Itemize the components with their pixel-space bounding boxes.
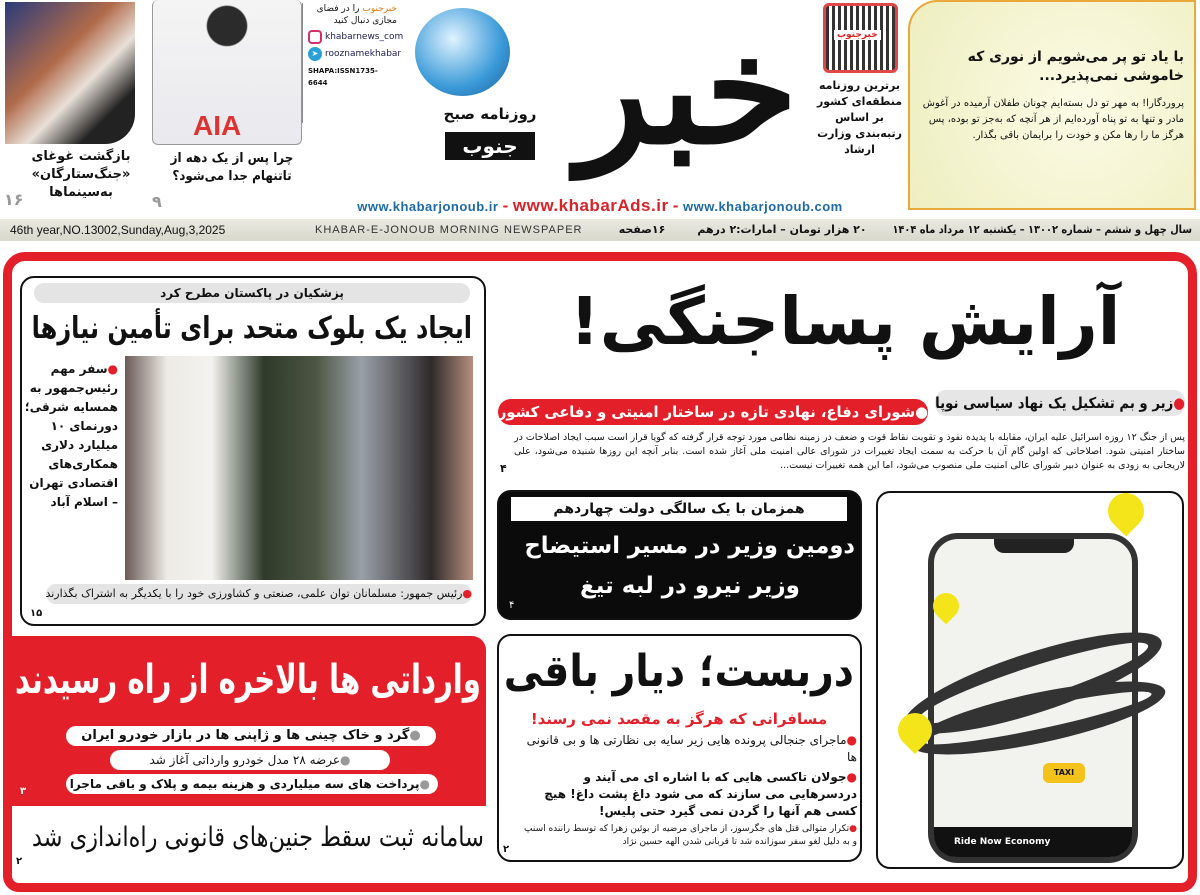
taxi-illustration <box>876 491 1184 869</box>
logo-tagline: روزنامه صبح <box>443 105 537 123</box>
taxi-bullets <box>517 732 857 856</box>
bullet-text: تکرار متوالی قتل های جگرسوز، از ماجرای مرضیه از بوئین زهرا که توسط راننده اسنپ و به دلیل لغو سفر سوزانده شد تا قربانی شدن الهه حسین نژاد <box>524 824 857 847</box>
newspaper-name-en: KHABAR-E-JONOUB MORNING NEWSPAPER <box>315 224 583 236</box>
kicker-text: زیر و بم تشکیل یک نهاد سیاسی نوپا <box>935 394 1174 412</box>
side-text: سفر مهم رئیس‌جمهور به همسایه شرقی؛ دورنمای ۱۰ میلیارد دلاری همکاری‌های اقتصادی تهران – اسلام آباد <box>24 362 118 509</box>
website-links <box>300 196 900 216</box>
page-number: ۱۶ <box>4 190 24 209</box>
pill-2: ●عرضه ۲۸ مدل خودرو وارداتی آغاز شد <box>110 750 390 770</box>
main-kicker: ●زیر و بم تشکیل یک نهاد سیاسی نوپا <box>935 390 1185 416</box>
qr-label: خبرجنوب <box>834 30 881 40</box>
pill-text: گرد و خاک چینی ها و ژاپنی ها در بازار خودرو ایران <box>81 728 410 743</box>
bullet-2: ●جولان تاکسی هایی که با اشاره ای می آیند و دردسرهایی می سازند که می شود داغ پشت داغ! هیچ کسی هم آنها را گردن نمی گیرد حتی پلیس! <box>544 770 857 818</box>
ads-link[interactable]: www.khabarAds.ir <box>512 196 669 215</box>
bullet-text: ماجرای جنجالی پرونده هایی زیر سایه بی نظارتی ها و بی قانونی ها <box>526 733 857 764</box>
bullet-1: ●ماجرای جنجالی پرونده هایی زیر سایه بی نظارتی ها و بی قانونی ها <box>526 733 857 764</box>
issn: SHAPA:ISSN1735-6644 <box>308 67 378 87</box>
story-kicker: همزمان با یک سالگی دولت چهاردهم <box>511 497 847 521</box>
app-label: Ride Now Economy <box>934 827 1132 857</box>
president-photo <box>125 356 473 580</box>
story-headline[interactable]: ایجاد یک بلوک متحد برای تأمین نیازها <box>31 311 472 346</box>
pill-text: پرداخت های سه میلیاردی و هزینه بیمه و پلاک و باقی ماجرا <box>69 777 420 791</box>
teaser-star-wars[interactable]: بازگشت غوغای «جنگ‌ستارگان» به‌سینماها <box>31 149 131 200</box>
taxi-story <box>497 634 862 862</box>
main-subhead: ●شورای دفاع، نهادی تازه در ساختار امنیتی و دفاعی کشور <box>498 399 928 425</box>
story-caption: ●رئیس جمهور: مسلمانان توان علمی، صنعتی و کشاورزی خود را با یکدیگر به اشتراک بگذارند <box>46 584 472 604</box>
star-wars-photo <box>5 2 135 144</box>
award-text: برترین روزنامه منطقه‌ای کشور بر اساس رتبه‌بندی وزارت ارشاد <box>816 79 903 156</box>
qr-code[interactable] <box>823 3 898 73</box>
telegram-handle[interactable]: rooznamekhabar <box>325 49 402 59</box>
pill-1: ●گرد و خاک چینی ها و ژاپنی ها در بازار خودرو ایران <box>66 726 436 746</box>
english-date: 46th year,NO.13002,Sunday,Aug,3,2025 <box>10 223 226 237</box>
logo-text: خبر <box>577 2 798 178</box>
story-headline[interactable]: دومین وزیر در مسیر استیضاح <box>524 533 855 559</box>
main-body: پس از جنگ ۱۲ روزه اسرائیل علیه ایران، مقابله با پدیده نفوذ و تقویت نقاط قوت و ضعف در زمینه نظامی مورد توجه قرار گرفته که گویا قرار است سبب ایجاد اصلاحات در ساختار امنیتی شود. اصلاحاتی که اولین گام آن با حرکت به سمت ایجاد تغییرات در شورای عالی امنیت ملی آغاز شده است. بنابر آنچه این روزها شنیده می‌شود، علی لاریجانی به زودی به عنوان دبیر شورای عالی امنیت ملی منصوب می‌شود، اما این همه تغییرات نیست... <box>514 432 1185 471</box>
bottom-headline[interactable]: سامانه ثبت سقط جنین‌های قانونی راه‌اندازی شد <box>31 822 485 853</box>
quote-box <box>908 0 1196 210</box>
story-subhead: مسافرانی که هرگز به مقصد نمی رسند! <box>530 710 828 728</box>
pill-3: ●پرداخت های سه میلیاردی و هزینه بیمه و پلاک و باقی ماجرا <box>66 774 438 794</box>
newspaper-logo <box>405 0 800 185</box>
page-number: ۲ <box>503 844 510 855</box>
photo-text: AIA <box>193 110 242 141</box>
page-count: ۱۶صفحه <box>618 223 666 236</box>
date-strip <box>0 219 1200 241</box>
instagram-icon <box>308 30 322 44</box>
page-number: ۴ <box>500 462 507 475</box>
bullet-text: جولان تاکسی هایی که با اشاره ای می آیند و دردسرهایی می سازند که می شود داغ پشت داغ! هیچ کسی هم آنها را گردن نمی گیرد حتی پلیس! <box>544 770 857 818</box>
pakistan-story <box>20 276 486 626</box>
quote-title: با یاد تو پر می‌شویم از نوری که خاموشی نمی‌پذیرد... <box>967 49 1184 84</box>
page-number: ۲ <box>16 856 23 867</box>
telegram-icon: ➤ <box>308 47 322 61</box>
social-intro: را در فضای مجازی دنبال کنید <box>316 4 397 26</box>
quote-body: پروردگارا! به مهر تو دل بسته‌ایم چونان طفلان آرمیده در آغوش مادر و تنها به تو پناه آورده‌ایم از هر آنچه که به‌جز تو بوده، پس هرگز ما را رها مکن و خودت را برایمان باقی بگذار. <box>922 98 1184 141</box>
story-headline-2[interactable]: وزیر نیرو در لبه تیغ <box>580 573 800 599</box>
imports-story <box>10 636 486 806</box>
brand-name: خبرجنوب <box>362 4 397 14</box>
page-number: ۴ <box>509 600 515 611</box>
story-headline[interactable]: دربست؛ دیار باقی <box>503 646 854 697</box>
story-headline[interactable]: وارداتی ها بالاخره از راه رسیدند <box>15 657 481 703</box>
social-box <box>302 3 404 123</box>
page-number: ۹ <box>152 192 162 211</box>
minister-story <box>497 490 862 620</box>
teaser-tottenham[interactable]: چرا پس از یک دهه از تاتنهام جدا می‌شود؟ <box>170 151 294 184</box>
bullet-3: ●تکرار متوالی قتل های جگرسوز، از ماجرای مرضیه از بوئین زهرا که توسط راننده اسنپ و به دلیل لغو سفر سوزانده شد تا قربانی شدن الهه حسین نژاد <box>524 824 857 847</box>
logo-subtitle: جنوب <box>445 132 535 160</box>
page-number: ۳ <box>20 786 27 797</box>
story-kicker: پزشکیان در پاکستان مطرح کرد <box>34 283 470 303</box>
price: ۲۰ هزار تومان – امارات:۲ درهم <box>697 223 867 236</box>
page-number: ۱۵ <box>30 608 43 619</box>
separator: - <box>672 196 679 215</box>
taxi-car: TAXI <box>1043 763 1085 783</box>
story-side-text: ●سفر مهم رئیس‌جمهور به همسایه شرقی؛ دورنمای ۱۰ میلیارد دلاری همکاری‌های اقتصادی تهران – اسلام آباد <box>24 362 118 509</box>
site-link[interactable]: www.khabarjonoub.com <box>682 199 843 214</box>
caption-text: رئیس جمهور: مسلمانان توان علمی، صنعتی و کشاورزی خود را با یکدیگر به اشتراک بگذارند <box>45 587 463 600</box>
main-headline[interactable]: آرایش پساجنگی! <box>569 283 1121 360</box>
pill-text: عرضه ۲۸ مدل خودرو وارداتی آغاز شد <box>149 753 341 767</box>
separator: - <box>502 196 509 215</box>
football-photo <box>152 0 302 145</box>
location-pin-icon <box>1101 486 1152 537</box>
site-link[interactable]: www.khabarjonoub.ir <box>357 199 499 214</box>
instagram-handle[interactable]: khabarnews_com <box>325 32 404 42</box>
subhead-text: شورای دفاع، نهادی تازه در ساختار امنیتی و دفاعی کشور <box>497 403 916 421</box>
persian-date: سال چهل و ششم – شماره ۱۳۰۰۲ – یکشنبه ۱۲ مرداد ماه ۱۴۰۴ <box>892 223 1192 236</box>
globe-icon <box>415 8 510 96</box>
